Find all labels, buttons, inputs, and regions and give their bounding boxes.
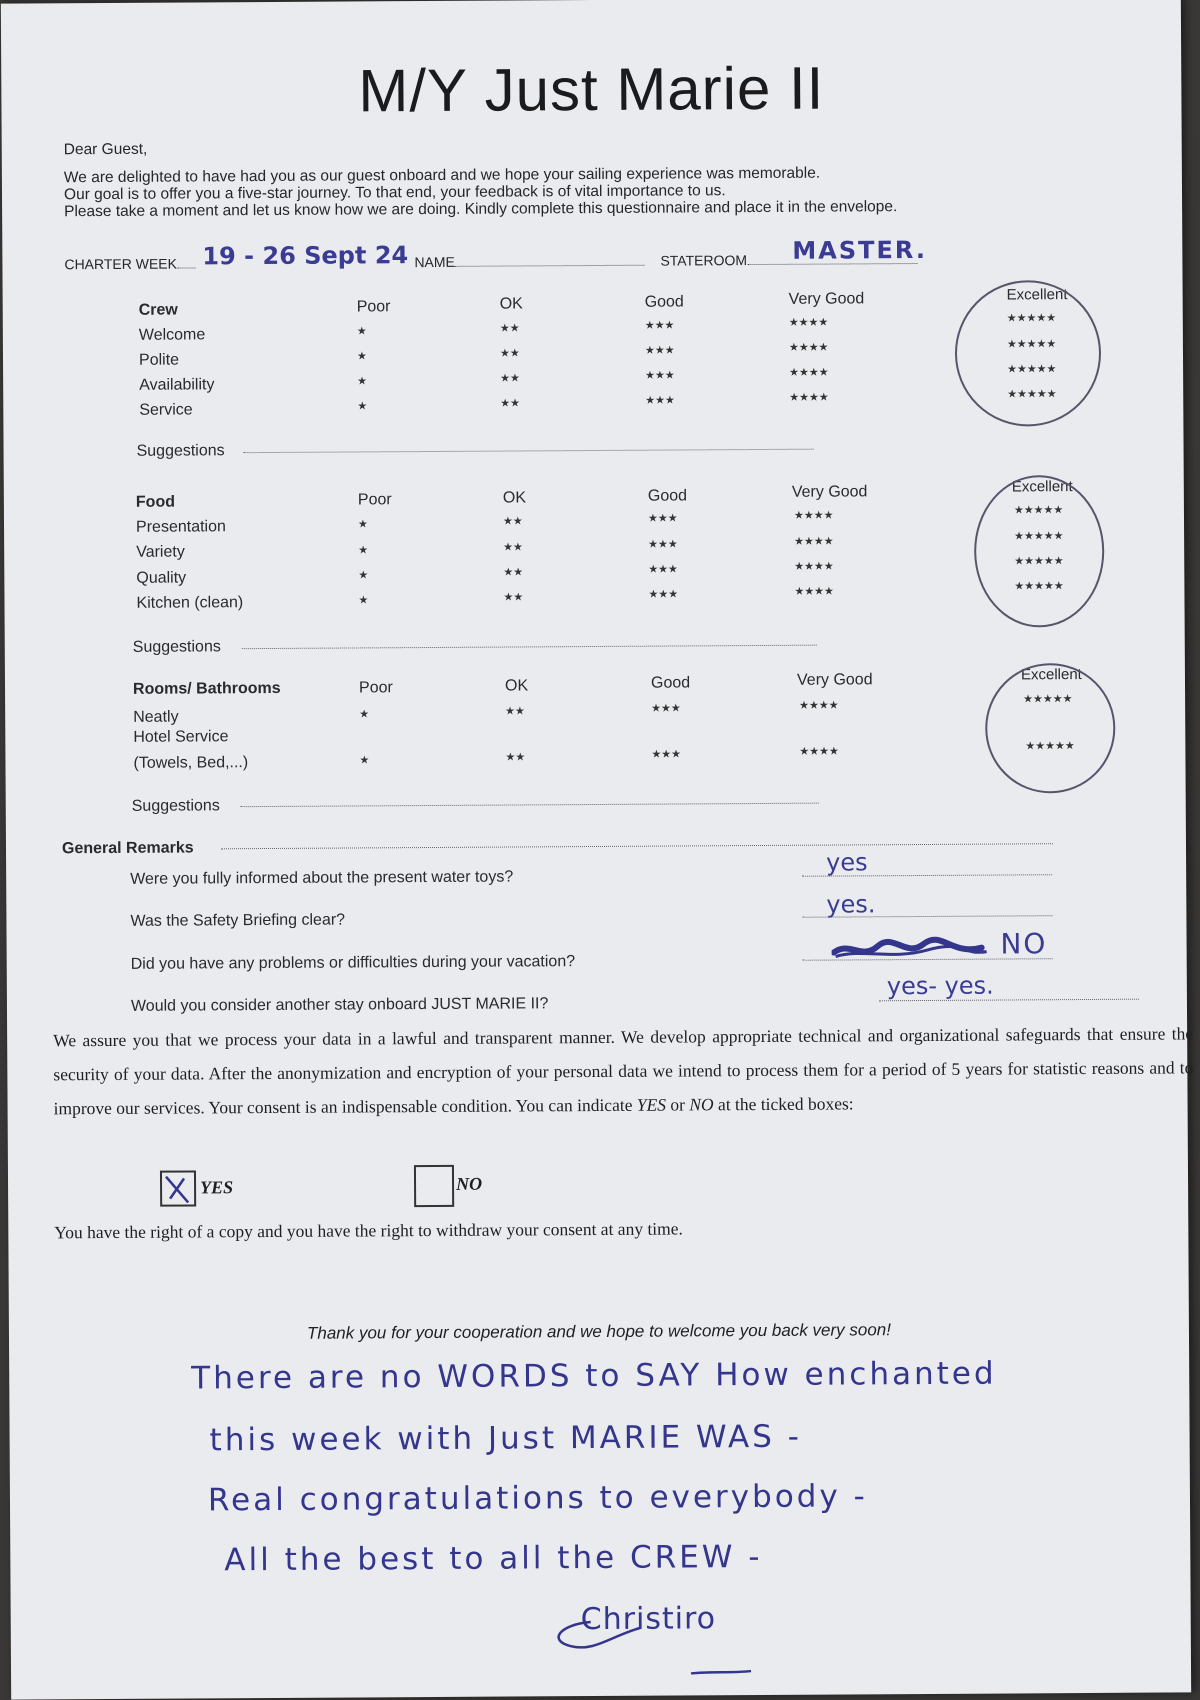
consent-yes-checkbox[interactable] — [160, 1170, 196, 1206]
suggestions-label: Suggestions — [133, 638, 221, 657]
rating-header-poor: Poor — [357, 298, 391, 316]
crew-item: Polite — [139, 352, 179, 370]
crew-section — [1, 0, 1181, 4]
suggestions-label: Suggestions — [137, 442, 225, 461]
food-item: Presentation — [136, 518, 226, 537]
rating-header-ok: OK — [500, 295, 523, 313]
rating-header-excellent: Excellent — [1012, 478, 1073, 495]
stateroom-value: MASTER. — [792, 236, 927, 265]
rating-stars[interactable]: ★ — [358, 543, 368, 556]
handwritten-line: All the best to all the CREW - — [224, 1539, 762, 1578]
rating-header-excellent: Excellent — [1021, 666, 1082, 683]
food-item: Variety — [136, 544, 185, 562]
rating-stars[interactable]: ★ — [358, 517, 368, 530]
rating-stars[interactable]: ★★★ — [648, 587, 678, 600]
rating-header-good: Good — [648, 487, 687, 505]
rating-stars[interactable]: ★★★★ — [789, 316, 829, 329]
signature-flourish — [551, 1599, 811, 1681]
remark-question: Did you have any problems or difficulties during your vacation? — [131, 953, 575, 974]
rating-stars[interactable]: ★★★★ — [789, 391, 829, 404]
thank-you-note: Thank you for your cooperation and we hope to welcome you back very soon! — [9, 1318, 1189, 1345]
rating-stars[interactable]: ★★★ — [651, 701, 681, 714]
rating-stars[interactable]: ★★★★★ — [1023, 692, 1072, 705]
suggestions-line[interactable] — [241, 803, 819, 808]
handwritten-line: this week with Just MARIE WAS - — [210, 1419, 802, 1459]
rating-stars[interactable]: ★★ — [500, 371, 520, 384]
rating-stars[interactable]: ★★★★★ — [1007, 362, 1056, 375]
rating-stars[interactable]: ★ — [358, 568, 368, 581]
rating-stars[interactable]: ★★★★ — [789, 366, 829, 379]
rating-header-poor: Poor — [359, 679, 393, 697]
rating-stars[interactable]: ★ — [357, 324, 367, 337]
food-section — [1, 0, 1181, 4]
remark-question: Was the Safety Briefing clear? — [130, 912, 345, 931]
greeting: Dear Guest, — [64, 141, 148, 160]
privacy-tail: at the ticked boxes: — [714, 1093, 854, 1114]
rating-stars[interactable]: ★★★★★ — [1007, 337, 1056, 350]
rating-stars[interactable]: ★★★★ — [794, 535, 834, 548]
section-title: Rooms/ Bathrooms — [133, 680, 281, 699]
remark-question: Were you fully informed about the present water toys? — [130, 869, 513, 889]
rating-stars[interactable]: ★ — [358, 593, 368, 606]
consent-no-checkbox[interactable] — [414, 1165, 454, 1207]
section-title: Crew — [139, 302, 178, 320]
food-item: Kitchen (clean) — [136, 594, 243, 613]
rating-stars[interactable]: ★★ — [500, 396, 520, 409]
rating-stars[interactable]: ★ — [359, 753, 369, 766]
rating-header-very-good: Very Good — [792, 483, 868, 501]
rating-stars[interactable]: ★★★ — [648, 562, 678, 575]
consent-yes-label: YES — [200, 1174, 233, 1200]
page-title: M/Y Just Marie II — [1, 51, 1181, 127]
rating-header-good: Good — [645, 293, 684, 311]
privacy-or: or — [666, 1094, 689, 1114]
privacy-yes-word: YES — [637, 1095, 666, 1115]
scribbled-out-answer — [832, 936, 992, 963]
signature: Christiro — [581, 1601, 717, 1637]
intro-line: Please take a moment and let us know how we are doing. Kindly complete this questionnaire and place it in the envelope. — [64, 198, 897, 220]
questionnaire-sheet — [1, 0, 1191, 1700]
rating-stars[interactable]: ★★★★ — [794, 509, 834, 522]
intro-paragraph — [64, 164, 897, 220]
rating-stars[interactable]: ★★★★★ — [1014, 579, 1063, 592]
crew-item: Service — [139, 401, 192, 419]
name-label: NAME — [414, 254, 455, 270]
rating-header-ok: OK — [505, 677, 528, 695]
intro-line: Our goal is to offer you a five-star journey. To that end, your feedback is of vital importance to us. — [64, 181, 897, 203]
stateroom-label: STATEROOM — [660, 252, 747, 269]
rating-stars[interactable]: ★★ — [500, 321, 520, 334]
suggestions-label: Suggestions — [132, 797, 220, 816]
general-remarks-label: General Remarks — [62, 839, 194, 858]
privacy-body: We assure you that we process your data in a lawful and transparent manner. We develop appropriate technical and organizational safeguards that ensure the security of your data. After the anonymization and encryption of your personal data we intend to process them for a period of 5 years for statistic reasons and to improve our services. Your consent is an indispensable condition. You can indicate — [53, 1023, 1193, 1118]
excellent-selection-circle — [974, 475, 1105, 628]
charter-week-field — [64, 255, 195, 272]
checkmark-icon — [162, 1172, 194, 1204]
rating-stars[interactable]: ★★ — [505, 704, 525, 717]
rating-header-very-good: Very Good — [797, 671, 873, 689]
rights-text: You have the right of a copy and you have the right to withdraw your consent at any time. — [54, 1211, 683, 1249]
rating-stars[interactable]: ★ — [359, 707, 369, 720]
rating-stars[interactable]: ★★★ — [648, 537, 678, 550]
answer-handwritten: . NO — [978, 927, 1047, 960]
rating-stars[interactable]: ★ — [357, 374, 367, 387]
section-title: Food — [136, 494, 175, 512]
general-remarks — [1, 0, 1181, 4]
charter-week-label: CHARTER WEEK — [64, 256, 177, 273]
consent-no-label: NO — [456, 1171, 482, 1197]
rating-stars[interactable]: ★★★ — [648, 511, 678, 524]
rooms-item: Hotel Service — [133, 728, 228, 747]
rating-stars[interactable]: ★★ — [503, 565, 523, 578]
intro-line: We are delighted to have had you as our guest onboard and we hope your sailing experience was memorable. — [64, 164, 897, 186]
crew-item: Availability — [139, 376, 214, 394]
handwritten-line: There are no WORDS to SAY How enchanted — [191, 1356, 997, 1397]
rating-stars[interactable]: ★★★★★ — [1025, 739, 1074, 752]
suggestions-line[interactable] — [244, 449, 814, 453]
rating-stars[interactable]: ★★★ — [645, 344, 675, 357]
rating-stars[interactable]: ★★★★ — [794, 560, 834, 573]
excellent-selection-circle — [985, 663, 1116, 794]
rating-header-poor: Poor — [358, 491, 392, 509]
rating-header-good: Good — [651, 674, 690, 692]
answer-handwritten: yes. — [826, 890, 875, 918]
rating-stars[interactable]: ★★ — [503, 590, 523, 603]
rating-stars[interactable]: ★★★★★ — [1007, 311, 1056, 324]
suggestions-line[interactable] — [242, 645, 817, 650]
privacy-no-word: NO — [689, 1094, 713, 1114]
rating-stars[interactable]: ★ — [357, 349, 367, 362]
rating-stars[interactable]: ★★ — [503, 514, 523, 527]
charter-week-value: 19 - 26 Sept 24 — [202, 241, 408, 270]
rating-stars[interactable]: ★★★★★ — [1014, 503, 1063, 516]
rating-header-excellent: Excellent — [1007, 286, 1068, 303]
rooms-item: Neatly — [133, 709, 178, 727]
rating-stars[interactable]: ★★ — [503, 540, 523, 553]
general-remarks-line[interactable] — [221, 843, 1053, 849]
rating-stars[interactable]: ★★★★★ — [1014, 529, 1063, 542]
rating-stars[interactable]: ★★★★★ — [1014, 554, 1063, 567]
privacy-text — [53, 1016, 1194, 1125]
answer-handwritten: yes — [826, 848, 868, 876]
remark-question: Would you consider another stay onboard JUST MARIE II? — [131, 995, 549, 1016]
rooms-section — [1, 0, 1181, 4]
name-field — [414, 253, 645, 270]
rooms-item: (Towels, Bed,...) — [133, 754, 248, 773]
rating-stars[interactable]: ★★★★ — [789, 341, 829, 354]
rating-stars[interactable]: ★★★ — [645, 319, 675, 332]
rating-stars[interactable]: ★★★★ — [799, 699, 839, 712]
rating-header-very-good: Very Good — [789, 290, 865, 308]
rating-stars[interactable]: ★★ — [500, 346, 520, 359]
excellent-selection-circle — [955, 280, 1102, 427]
rating-stars[interactable]: ★★★★★ — [1007, 387, 1056, 400]
handwritten-line: Real congratulations to everybody - — [208, 1478, 868, 1518]
rating-stars[interactable]: ★★★★ — [794, 585, 834, 598]
answer-handwritten: yes- yes. — [887, 972, 994, 1001]
rating-stars[interactable]: ★ — [357, 399, 367, 412]
rating-stars[interactable]: ★★★ — [645, 369, 675, 382]
rating-header-ok: OK — [503, 489, 526, 507]
crew-item: Welcome — [139, 326, 205, 344]
rating-stars[interactable]: ★★★ — [645, 394, 675, 407]
rating-stars[interactable]: ★★★ — [651, 747, 681, 760]
rating-stars[interactable]: ★★ — [505, 750, 525, 763]
rating-stars[interactable]: ★★★★ — [799, 745, 839, 758]
food-item: Quality — [136, 569, 186, 587]
